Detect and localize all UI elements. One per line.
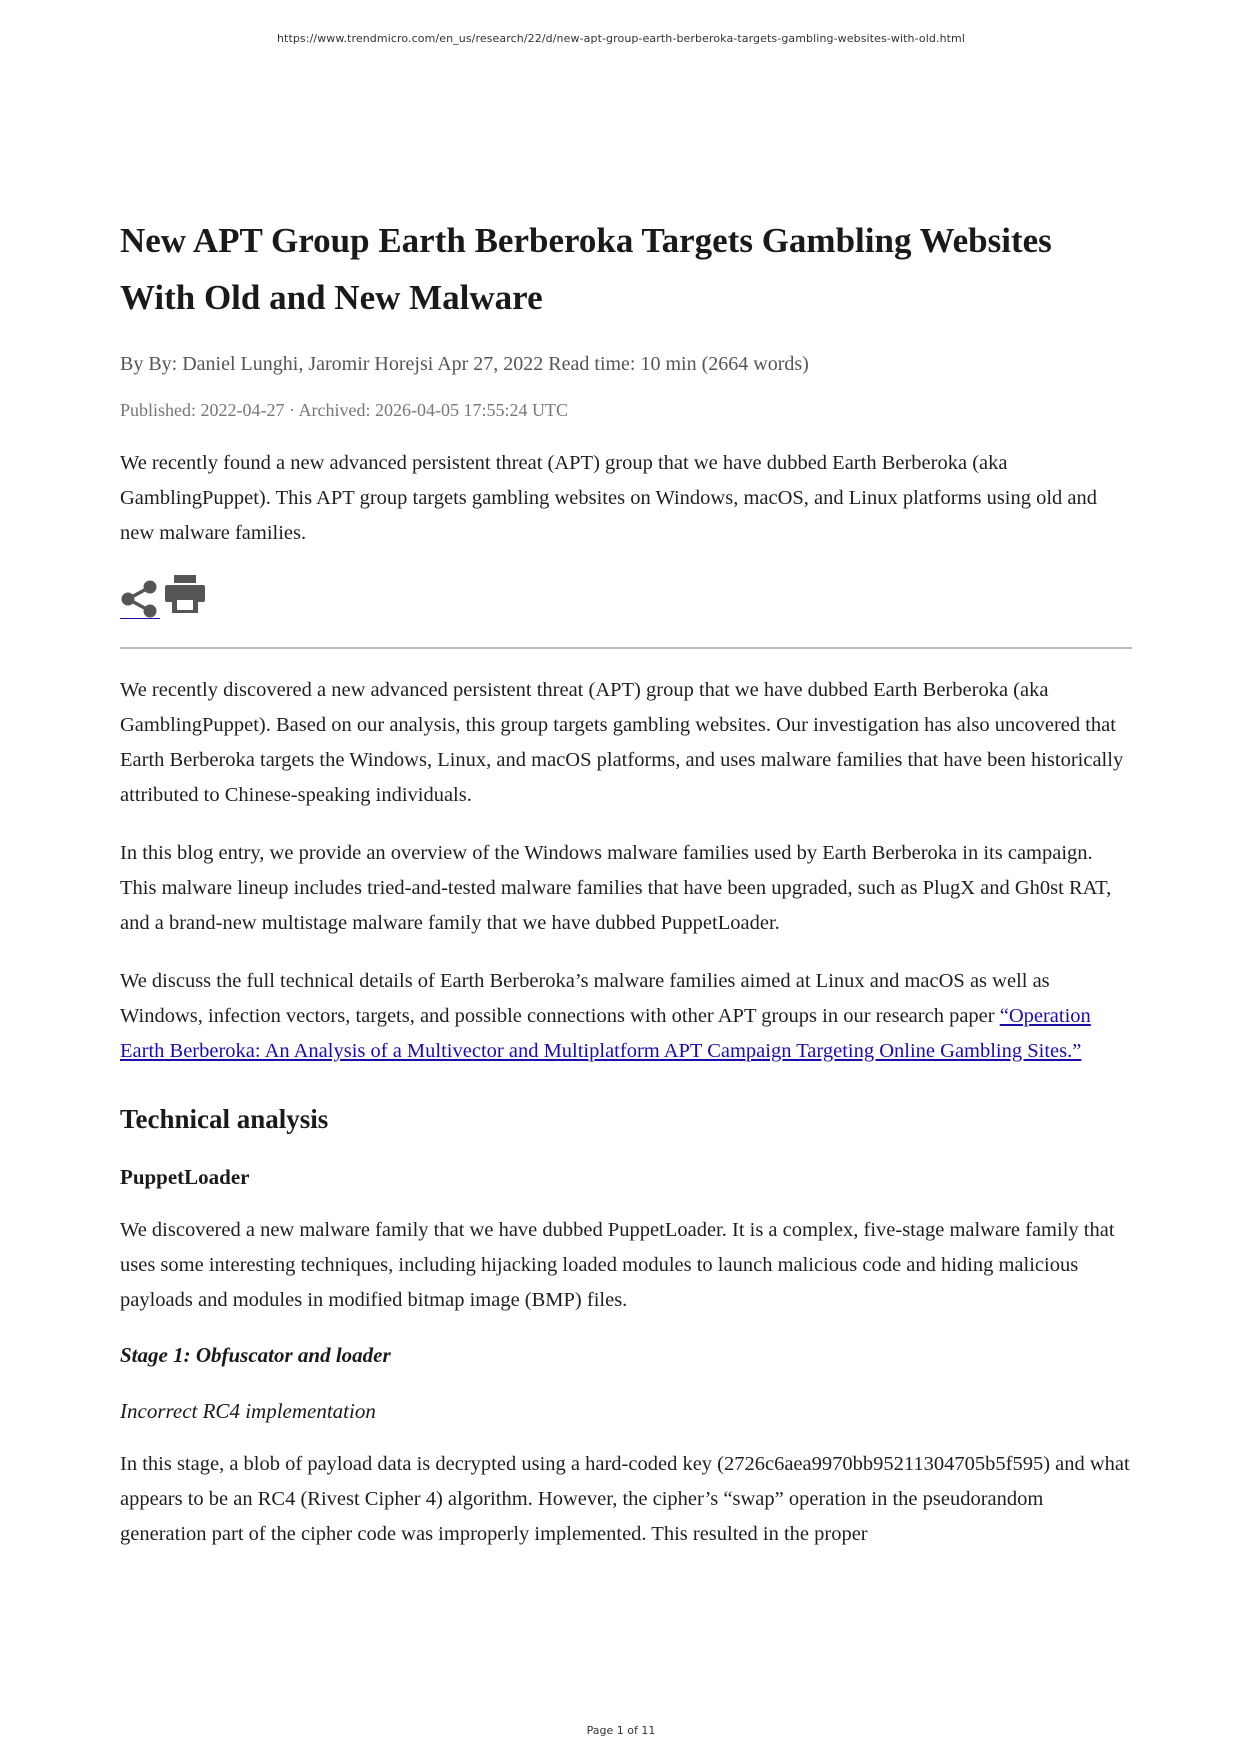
- paragraph-puppetloader: We discovered a new malware family that we have dubbed PuppetLoader. It is a complex, five-stage malware family that uses some interesting techniques, including hijacking loaded modules to launch malicious code and hiding malicious payloads and modules in modified bitmap image (BMP) files.: [120, 1219, 1115, 1311]
- byline: By By: Daniel Lunghi, Jaromir Horejsi Apr 27, 2022 Read time: 10 min (2664 words): [120, 353, 809, 375]
- article-tools: [120, 575, 1132, 619]
- share-icon: [120, 580, 158, 618]
- share-button[interactable]: [120, 580, 160, 619]
- page-footer: Page 1 of 11: [586, 1724, 656, 1737]
- page-url-header: https://www.trendmicro.com/en_us/research/22/d/new-apt-group-earth-berberoka-targets-gambling-websites-with-old.html: [276, 32, 966, 45]
- heading-stage-1: Stage 1: Obfuscator and loader: [120, 1343, 391, 1367]
- heading-rc4: Incorrect RC4 implementation: [120, 1399, 376, 1423]
- divider: [120, 647, 1132, 649]
- paragraph-research-paper-text: We discuss the full technical details of Earth Berberoka’s malware families aimed at Linux and macOS as well as Windows, infection vectors, targets, and possible connections with other APT groups in our research paper: [120, 970, 1050, 1027]
- heading-technical-analysis: Technical analysis: [120, 1104, 329, 1134]
- print-icon: [164, 574, 206, 614]
- article: [120, 212, 1132, 1552]
- published-info: Published: 2022-04-27 · Archived: 2026-04-05 17:55:24 UTC: [120, 400, 568, 420]
- article-title: New APT Group Earth Berberoka Targets Gambling Websites With Old and New Malware: [120, 221, 1052, 317]
- print-button[interactable]: [164, 574, 206, 619]
- heading-puppetloader: PuppetLoader: [120, 1165, 250, 1189]
- paragraph-overview: In this blog entry, we provide an overview of the Windows malware families used by Earth Berberoka in its campaign. This malware lineup includes tried-and-tested malware families that have been upgraded, such as PlugX and Gh0st RAT, and a brand-new multistage malware family that we have dubbed PuppetLoader.: [120, 842, 1112, 934]
- intro-paragraph: We recently found a new advanced persistent threat (APT) group that we have dubbed Earth Berberoka (aka GamblingPuppet). This APT group targets gambling websites on Windows, macOS, and Linux platforms using old and new malware families.: [120, 452, 1098, 544]
- paragraph-research-paper: [120, 964, 1132, 1069]
- paragraph-discovery: We recently discovered a new advanced persistent threat (APT) group that we have dubbed Earth Berberoka (aka GamblingPuppet). Based on our analysis, this group targets gambling websites. Our investigation has also uncovered that Earth Berberoka targets the Windows, Linux, and macOS platforms, and uses malware families that have been historically attributed to Chinese-speaking individuals.: [120, 679, 1124, 806]
- paragraph-rc4: In this stage, a blob of payload data is decrypted using a hard-coded key (2726c6aea9970bb95211304705b5f595) and what appears to be an RC4 (Rivest Cipher 4) algorithm. However, the cipher’s “swap” operation in the pseudorandom generation part of the cipher code was improperly implemented. This resulted in the proper: [120, 1453, 1130, 1545]
- research-paper-link[interactable]: “Operation Earth Berberoka: An Analysis of a Multivector and Multiplatform APT Campaign Targeting Online Gambling Sites.”: [120, 1005, 1091, 1062]
